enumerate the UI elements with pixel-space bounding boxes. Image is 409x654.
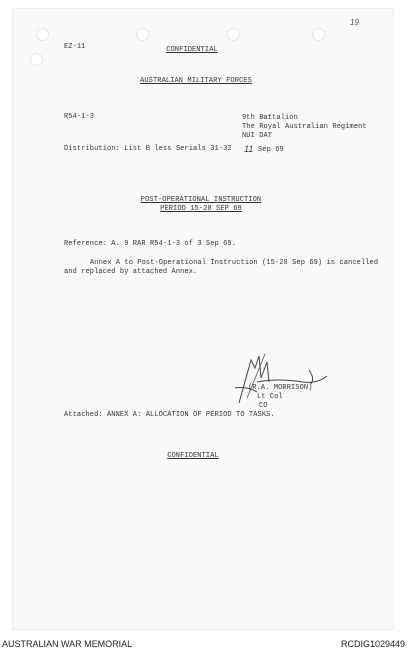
body-line-1: Annex A to Post-Operational Instruction (15-28 Sep 69) is cancelled xyxy=(90,259,379,267)
body-line-2: and replaced by attached Annex. xyxy=(64,268,198,276)
page-number: 19 xyxy=(350,18,359,27)
punch-hole xyxy=(312,28,325,41)
punch-hole xyxy=(36,28,49,41)
distribution-line: Distribution: List B less Serials 31-32 xyxy=(64,145,232,153)
signatory-name: (R.A. MORRISON) xyxy=(248,384,313,392)
file-reference: EZ-11 xyxy=(64,43,86,51)
archive-name: AUSTRALIAN WAR MEMORIAL xyxy=(2,639,133,649)
signatory-role: CO xyxy=(259,402,268,410)
document-page xyxy=(12,8,394,630)
signatory-rank: Lt Col xyxy=(257,393,283,401)
instruction-period: PERIOD 15-28 SEP 69 xyxy=(160,205,242,213)
unit-line-1: 9th Battalion xyxy=(242,114,298,122)
classification-bottom: CONFIDENTIAL xyxy=(167,452,219,460)
date-month-year: Sep 69 xyxy=(258,146,284,154)
classification-top: CONFIDENTIAL xyxy=(166,46,218,54)
archive-footer xyxy=(0,636,409,654)
attachment-line: Attached: ANNEX A: ALLOCATION OF PERIOD TO TASKS. xyxy=(64,411,275,419)
punch-hole xyxy=(30,53,43,66)
reference-line: Reference: A. 9 RAR R54-1-3 of 3 Sep 69. xyxy=(64,240,237,248)
document-heading: AUSTRALIAN MILITARY FORCES xyxy=(140,77,252,85)
unit-line-3: NUI DAT xyxy=(242,132,273,140)
punch-hole xyxy=(227,28,240,41)
reference-number: R54-1-3 xyxy=(64,113,95,121)
punch-hole xyxy=(136,28,149,41)
archive-id: RCDIG1029449 xyxy=(340,639,405,649)
date-day: 11 xyxy=(244,144,254,154)
instruction-title: POST-OPERATIONAL INSTRUCTION xyxy=(140,196,262,204)
unit-line-2: The Royal Australian Regiment xyxy=(242,123,367,131)
